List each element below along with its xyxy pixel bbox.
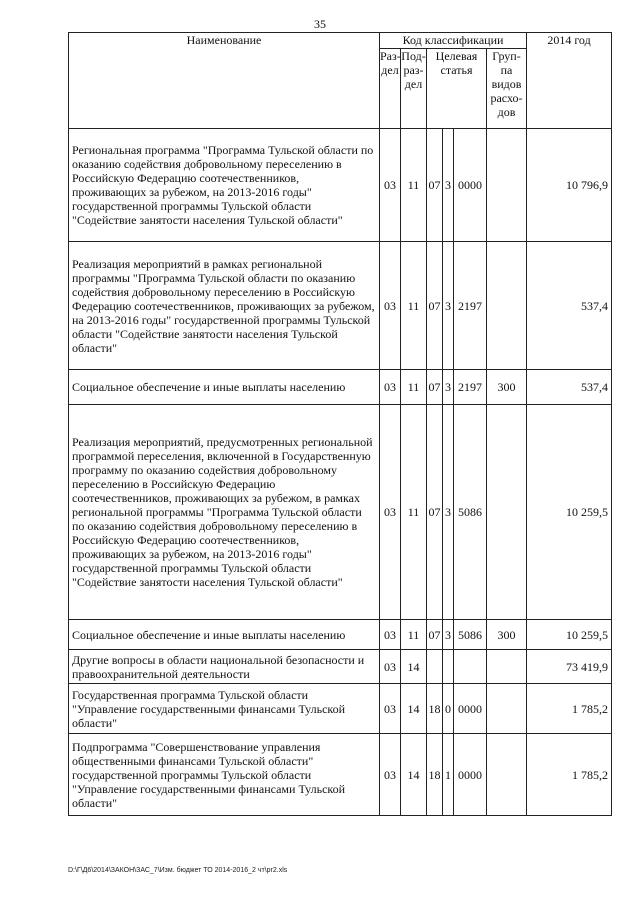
row-subsection: 11 (401, 242, 427, 370)
row-amount: 10 259,5 (527, 620, 612, 650)
row-target-direction: 0000 (454, 129, 487, 242)
row-amount: 537,4 (527, 370, 612, 405)
header-name: Наименование (69, 33, 380, 129)
row-section: 03 (380, 370, 401, 405)
row-name: Социальное обеспечение и иные выплаты населению (69, 620, 380, 650)
row-expense-group (487, 734, 527, 816)
row-target-direction (454, 650, 487, 684)
table-row (69, 370, 612, 405)
row-expense-group (487, 129, 527, 242)
row-subsection: 11 (401, 370, 427, 405)
row-name: Социальное обеспечение и иные выплаты населению (69, 370, 380, 405)
row-target-program: 18 (427, 734, 443, 816)
header-year-2014: 2014 год (527, 33, 612, 129)
row-target-program: 07 (427, 129, 443, 242)
row-name: Государственная программа Тульской области "Управление государственными финансами Тульской области" (69, 684, 380, 734)
row-target-program: 18 (427, 684, 443, 734)
table-row (69, 620, 612, 650)
row-expense-group: 300 (487, 370, 527, 405)
table-row (69, 129, 612, 242)
row-target-direction: 2197 (454, 370, 487, 405)
row-target-subprogram: 3 (443, 370, 454, 405)
row-expense-group: 300 (487, 620, 527, 650)
row-section: 03 (380, 242, 401, 370)
row-amount: 10 259,5 (527, 405, 612, 620)
row-expense-group (487, 684, 527, 734)
header-classification-code: Код классификации (380, 33, 527, 49)
table-row (69, 734, 612, 816)
row-name: Подпрограмма "Совершенствование управления общественными финансами Тульской области" государственной программы Тульской области "Управление государственными финансами Тульской области" (69, 734, 380, 816)
row-name: Региональная программа "Программа Тульской области по оказанию содействия добровольному переселению в Российскую Федерацию соотечественников, проживающих за рубежом, на 2013-2016 годы" государственной программы Тульской области "Содействие занятости населения Тульской области" (69, 129, 380, 242)
row-amount: 537,4 (527, 242, 612, 370)
row-target-program: 07 (427, 620, 443, 650)
header-expense-group: Груп- па видов расхо- дов (487, 49, 527, 129)
row-target-direction: 2197 (454, 242, 487, 370)
row-target-program: 07 (427, 370, 443, 405)
row-subsection: 11 (401, 129, 427, 242)
row-target-direction: 5086 (454, 405, 487, 620)
table-body (69, 129, 612, 816)
header-target-article: Целевая статья (427, 49, 487, 129)
header-section: Раз- дел (380, 49, 401, 129)
row-subsection: 14 (401, 650, 427, 684)
row-target-subprogram: 3 (443, 242, 454, 370)
row-expense-group (487, 242, 527, 370)
row-expense-group (487, 405, 527, 620)
row-target-subprogram: 0 (443, 684, 454, 734)
row-name: Реализация мероприятий, предусмотренных региональной программой переселения, включенной в Государственную программу по оказанию содействия добровольному переселению в Российскую Федерацию соотечественников, проживающих за рубежом, в рамках региональной программы "Программа Тульской области по оказанию содействия добровольному переселению в Российскую Федерацию соотечественников, проживающих за рубежом, на 2013-2016 годы" государственной программы Тульской области "Содействие занятости населения Тульской области" (69, 405, 380, 620)
row-amount: 1 785,2 (527, 734, 612, 816)
table-row (69, 684, 612, 734)
row-subsection: 14 (401, 734, 427, 816)
header-subsection: Под- раз- дел (401, 49, 427, 129)
row-section: 03 (380, 620, 401, 650)
row-target-direction: 5086 (454, 620, 487, 650)
row-amount: 73 419,9 (527, 650, 612, 684)
file-path-footer: D:\Г\Д6\2014\ЗАКОН\ЗАС_7\Изм. бюджет ТО 2014-2016_2 чт\pr2.xls (68, 867, 288, 874)
row-section: 03 (380, 734, 401, 816)
row-target-subprogram (443, 650, 454, 684)
table-row (69, 650, 612, 684)
table-row (69, 242, 612, 370)
row-subsection: 11 (401, 620, 427, 650)
row-target-subprogram: 3 (443, 620, 454, 650)
row-amount: 10 796,9 (527, 129, 612, 242)
page-number: 35 (314, 17, 326, 31)
row-section: 03 (380, 650, 401, 684)
row-target-direction: 0000 (454, 684, 487, 734)
row-name: Другие вопросы в области национальной безопасности и правоохранительной деятельности (69, 650, 380, 684)
row-target-program: 07 (427, 405, 443, 620)
row-name: Реализация мероприятий в рамках региональной программы "Программа Тульской области по оказанию содействия добровольному переселению в Российскую Федерацию соотечественников, проживающих за рубежом, на 2013-2016 годы" государственной программы Тульской области "Содействие занятости населения Тульской области" (69, 242, 380, 370)
row-target-program (427, 650, 443, 684)
row-section: 03 (380, 405, 401, 620)
row-subsection: 14 (401, 684, 427, 734)
row-subsection: 11 (401, 405, 427, 620)
table-row (69, 405, 612, 620)
row-target-subprogram: 3 (443, 405, 454, 620)
budget-table (68, 32, 612, 816)
row-amount: 1 785,2 (527, 684, 612, 734)
row-section: 03 (380, 129, 401, 242)
row-target-subprogram: 3 (443, 129, 454, 242)
row-target-direction: 0000 (454, 734, 487, 816)
row-target-program: 07 (427, 242, 443, 370)
row-target-subprogram: 1 (443, 734, 454, 816)
row-section: 03 (380, 684, 401, 734)
row-expense-group (487, 650, 527, 684)
